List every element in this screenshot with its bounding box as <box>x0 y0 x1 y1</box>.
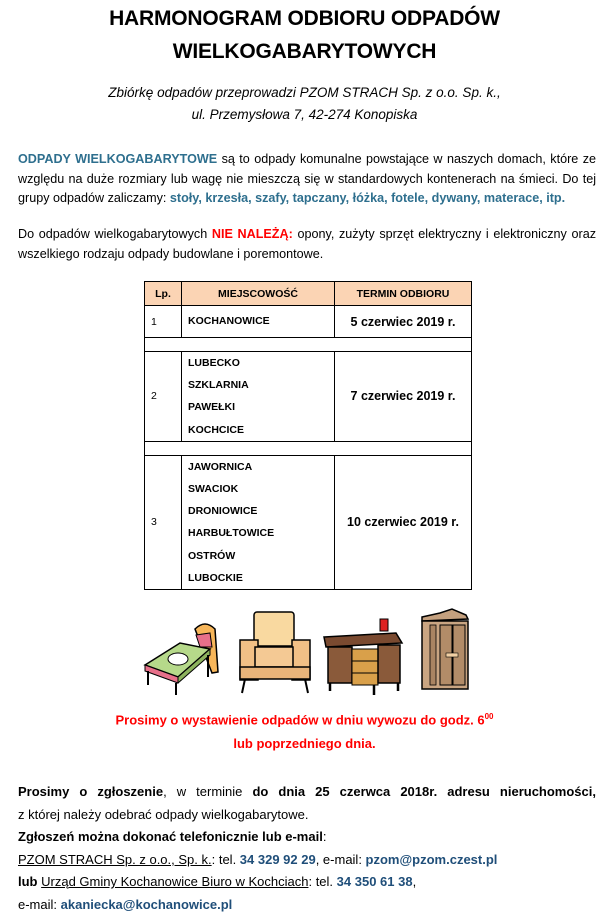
table-header-row <box>145 282 472 306</box>
intro-examples: stoły, krzesła, szafy, tapczany, łóżka, fotele, dywany, materace, itp. <box>169 191 566 205</box>
place-name: DRONIOWICE <box>188 505 258 518</box>
header-lp: Lp. <box>145 282 182 306</box>
row-places <box>182 352 335 442</box>
contact-section <box>18 781 596 916</box>
place-name: SWACIOK <box>188 483 239 496</box>
notice-time-superscript: 00 <box>484 712 494 721</box>
row-date: 10 czerwiec 2019 r. <box>335 455 472 589</box>
page-title-line1: HARMONOGRAM ODBIORU ODPADÓW <box>109 7 500 30</box>
office-tel-suffix: , <box>412 874 417 889</box>
header-date: TERMIN ODBIORU <box>335 282 472 306</box>
company-name: PZOM STRACH Sp. z o.o., Sp. k. <box>18 851 212 867</box>
schedule-table <box>144 281 472 590</box>
how-label: Zgłoszeń można dokonać telefonicznie lub e-mail <box>18 829 323 844</box>
table-row <box>145 455 472 589</box>
table-spacer-row <box>145 441 472 455</box>
notice-line1 <box>0 712 609 727</box>
company-phone[interactable]: 34 329 92 29 <box>239 851 316 867</box>
contact-request-line2: z której należy odebrać odpady wielkogabarytowe. <box>18 806 309 822</box>
table-spacer-row <box>145 338 472 352</box>
row-lp: 1 <box>145 306 182 338</box>
intro-term: ODPADY WIELKOGABARYTOWE <box>18 152 218 166</box>
company-email-link[interactable]: pzom@pzom.czest.pl <box>365 851 498 867</box>
place-name: JAWORNICA <box>188 460 253 473</box>
exclusions-paragraph <box>18 225 596 264</box>
company-email-label: , e-mail: <box>315 851 366 867</box>
office-tel-label: : tel. <box>308 874 337 889</box>
company-tel-label: : tel. <box>211 851 240 867</box>
intro-text: są to odpady komunalne powstające w naszych domach, które ze względu na duże rozmiary lub wagę nie mieszczą się w standardowych kontenerach na śmieci. Do tej grupy odpadów zaliczamy: <box>18 152 596 205</box>
how-colon: : <box>322 829 327 844</box>
notice-line2: lub poprzedniego dnia. <box>233 736 376 751</box>
subtitle-line2: ul. Przemysłowa 7, 42-274 Konopiska <box>191 107 418 122</box>
place-name: HARBUŁTOWICE <box>188 527 275 540</box>
exclusions-lead: Do odpadów wielkogabarytowych <box>18 227 212 241</box>
armchair-icon <box>240 612 310 693</box>
desk-icon <box>324 619 402 695</box>
exclusions-text: opony, zużyty sprzęt elektryczny i elektroniczny oraz wszelkiego rodzaju odpady budowlane i poremontowe. <box>18 227 596 261</box>
contact-how-line <box>18 826 596 849</box>
table-row <box>145 306 472 338</box>
page-title-line2: WIELKOGABARYTOWYCH <box>172 40 437 63</box>
office-contact-line <box>18 871 596 894</box>
bed-icon <box>145 624 218 695</box>
office-email-label: e-mail: <box>18 896 61 912</box>
place-name: LUBOCKIE <box>188 571 243 584</box>
row-lp: 3 <box>145 455 182 589</box>
deadline-text: do dnia 25 czerwca 2018r. adresu nieruchomości, <box>252 784 596 799</box>
office-email-link[interactable]: akaniecka@kochanowice.pl <box>60 896 233 912</box>
row-place: KOCHANOWICE <box>182 306 335 338</box>
table-row <box>145 352 472 442</box>
request-bold: Prosimy o zgłoszenie <box>18 784 164 799</box>
row-date: 5 czerwiec 2019 r. <box>335 306 472 338</box>
office-email-line <box>18 894 596 917</box>
exclusions-highlight: NIE NALEŻĄ: <box>211 227 293 241</box>
office-phone[interactable]: 34 350 61 38 <box>336 874 413 889</box>
office-name: Urząd Gminy Kochanowice Biuro w Kochciach <box>41 874 309 889</box>
place-name: LUBECKO <box>188 357 240 369</box>
intro-paragraph <box>18 150 596 209</box>
row-date: 7 czerwiec 2019 r. <box>335 352 472 442</box>
furniture-illustrations <box>0 607 609 697</box>
place-name: OSTRÓW <box>188 549 236 562</box>
place-name: KOCHCICE <box>188 423 245 436</box>
wardrobe-icon <box>422 609 468 689</box>
contact-request-line <box>18 781 596 804</box>
row-places <box>182 455 335 589</box>
company-contact-line <box>18 849 596 872</box>
or-label: lub <box>18 874 38 889</box>
request-text: , w terminie <box>163 784 253 799</box>
subtitle-line1: Zbiórkę odpadów przeprowadzi PZOM STRACH Sp. z o.o. Sp. k., <box>108 85 501 100</box>
notice-text: Prosimy o wystawienie odpadów w dniu wywozu do godz. 6 <box>115 712 485 728</box>
place-name: PAWEŁKI <box>188 401 236 414</box>
place-name: SZKLARNIA <box>188 379 249 392</box>
header-place: MIEJSCOWOŚĆ <box>182 282 335 306</box>
row-lp: 2 <box>145 352 182 442</box>
